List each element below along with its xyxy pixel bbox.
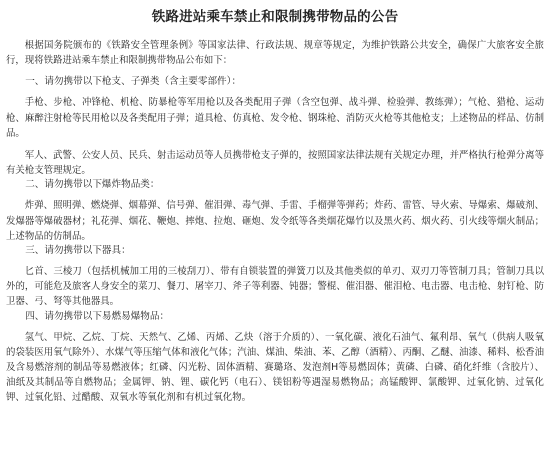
section-heading: 二、请勿携带以下爆炸物品类： xyxy=(25,179,160,191)
section-heading: 三、请勿携带以下器具： xyxy=(25,245,131,257)
section-explosives xyxy=(6,178,544,244)
section-paragraph: 匕首、三棱刀（包括机械加工用的三棱刮刀）、带有自锁装置的弹簧刀以及其他类似的单刃、双刃刀等管制刀具；管制刀具以外的，可能危及旅客人身安全的菜刀、餐刀、屠宰刀、斧子等利器、钝器；警棍、催泪器、催泪枪、电击器、电击枪、射钉枪、防卫器、弓、弩等其他器具。 xyxy=(6,266,544,308)
section-heading: 一、请勿携带以下枪支、子弹类（含主要零部件）： xyxy=(25,76,242,88)
page-title: 铁路进站乘车禁止和限制携带物品的公告 xyxy=(151,9,399,25)
section-flammables xyxy=(6,310,544,406)
section-paragraph: 氢气、甲烷、乙烷、丁烷、天然气、乙烯、丙烯、乙炔（溶于介质的）、一氧化碳、液化石油气、氟利昂、氧气（供病人吸氧的袋装医用氧气除外）、水煤气等压缩气体和液化气体；汽油、煤油、柴油、苯、乙醇（酒精）、丙酮、乙醚、油漆、稀料、松香油及含易燃溶剂的制品等易燃液体；红磷、闪光粉、固体酒精、赛璐珞、发泡剂H等易燃固体；黄磷、白磷、硝化纤维（含胶片）、油纸及其制品等自燃物品；金属钾、钠、锂、碳化钙（电石）、镁铝粉等遇湿易燃物品；高锰酸钾、氯酸钾、过氧化钠、过氧化钾、过氧化铅、过醋酸、双氧水等氧化剂和有机过氧化物。 xyxy=(6,331,544,404)
section-guns xyxy=(6,75,544,178)
section-paragraph: 手枪、步枪、冲锋枪、机枪、防暴枪等军用枪以及各类配用子弹（含空包弹、战斗弹、检验弹、教练弹）；气枪、猎枪、运动枪、麻醉注射枪等民用枪以及各类配用子弹；道具枪、仿真枪、发令枪、钢珠枪、消防灭火枪等其他枪支；上述物品的样品、仿制品。 xyxy=(6,97,544,139)
section-paragraph: 军人、武警、公安人员、民兵、射击运动员等人员携带枪支子弹的，按照国家法律法规有关规定办理，并严格执行枪弹分离等有关枪支管理规定。 xyxy=(6,150,544,177)
intro-paragraph: 根据国务院颁布的《铁路安全管理条例》等国家法律、行政法规、规章等规定，为维护铁路公共安全，确保广大旅客安全旅行，现将铁路进站乘车禁止和限制携带物品公布如下： xyxy=(6,40,544,67)
section-tools xyxy=(6,244,544,310)
section-paragraph: 炸弹、照明弹、燃烧弹、烟幕弹、信号弹、催泪弹、毒气弹、手雷、手榴弹等弹药；炸药、雷管、导火索、导爆索、爆破剂、发爆器等爆破器材；礼花弹、烟花、鞭炮、摔炮、拉炮、砸炮、发令纸等各类烟花爆竹以及黑火药、烟火药、引火线等烟火制品；上述物品的仿制品。 xyxy=(6,200,544,242)
section-heading: 四、请勿携带以下易燃易爆物品： xyxy=(25,310,170,322)
